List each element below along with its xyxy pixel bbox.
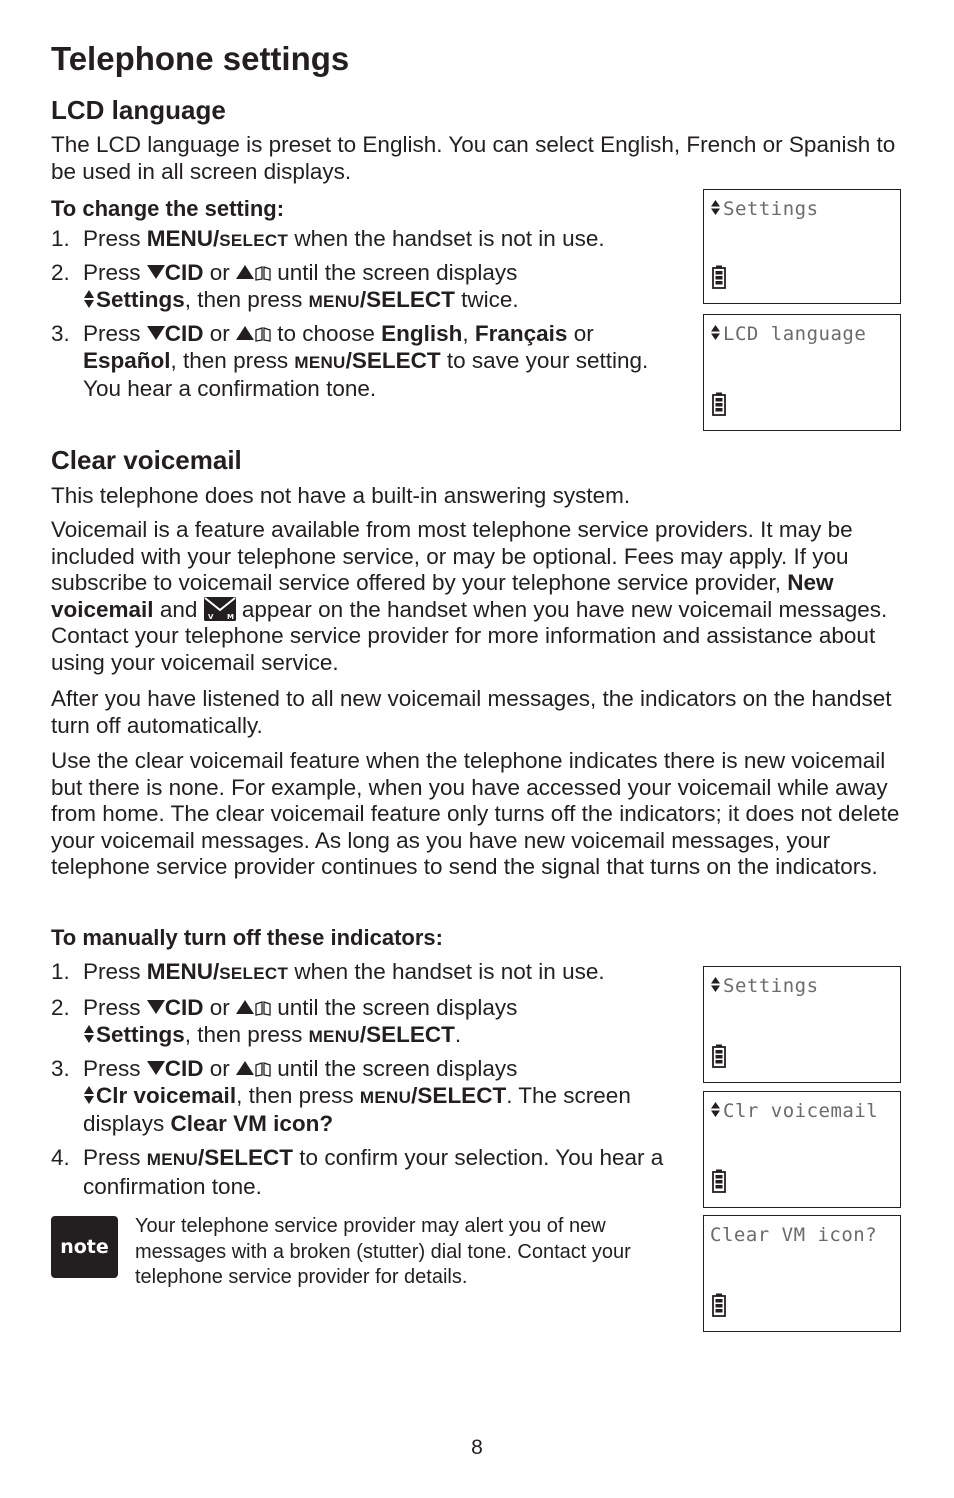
page-number: 8 xyxy=(471,1436,483,1459)
down-arrow-icon xyxy=(147,1061,165,1075)
vm-step-3: 3. Press CID or until the screen displays Clr voicemail, then press MENU/SELECT. The screen displays Clear VM icon? xyxy=(51,1056,631,1136)
voicemail-paragraph-1: This telephone does not have a built-in answering system. xyxy=(51,483,631,508)
up-arrow-icon xyxy=(236,1061,254,1075)
down-arrow-icon xyxy=(147,265,165,279)
up-arrow-icon xyxy=(236,265,254,279)
vm-step-4: 4. Press MENU/SELECT to confirm your selection. You hear a confirmation tone. xyxy=(51,1145,664,1199)
turn-off-indicators-subheading: To manually turn off these indicators: xyxy=(51,925,443,950)
down-arrow-icon xyxy=(147,1000,165,1014)
svg-text:M: M xyxy=(226,612,234,621)
lcd-step-1: 1. Press MENU/SELECT when the handset is not in use. xyxy=(51,226,605,251)
lcd-step-3: 3. Press CID or to choose English, Français or Español, then press MENU/SELECT to save your setting. You hear a confirmation tone. xyxy=(51,321,649,401)
note-badge: note xyxy=(51,1216,118,1278)
phonebook-icon xyxy=(255,1001,271,1016)
lcd-screen-settings-2: Settings xyxy=(703,966,901,1083)
lcd-screen-lcd-language: LCD language xyxy=(703,314,901,431)
phonebook-icon xyxy=(255,327,271,342)
down-arrow-icon xyxy=(147,326,165,340)
lcd-screen-settings: Settings xyxy=(703,189,901,304)
change-setting-subheading: To change the setting: xyxy=(51,196,285,221)
voicemail-paragraph-2: Voicemail is a feature available from most telephone service providers. It may be included with your telephone service, or may be optional. Fees may apply. If you subscribe to voicemail service offered by your telephone service provider, New voicemail and V M appear on the handset when you have new voicemail messages. Contact your telephone service provider for more information and assistance about using your voicemail service. xyxy=(51,517,888,675)
battery-icon xyxy=(712,1044,726,1068)
voicemail-paragraph-3: After you have listened to all new voicemail messages, the indicators on the handset turn off automatically. xyxy=(51,686,892,738)
lcd-screen-clr-voicemail: Clr voicemail xyxy=(703,1091,901,1208)
battery-icon xyxy=(712,265,726,289)
updown-arrows-icon xyxy=(710,324,721,341)
note-text: Your telephone service provider may alert you of new messages with a broken (stutter) dial tone. Contact your telephone service provider for details. xyxy=(135,1215,631,1288)
new-voicemail-icon xyxy=(204,597,236,621)
updown-arrows-icon xyxy=(710,976,721,993)
lcd-language-heading: LCD language xyxy=(51,95,226,125)
updown-arrows-icon xyxy=(83,289,95,309)
lcd-step-2: 2. Press CID or until the screen displays Settings, then press MENU/SELECT twice. xyxy=(51,260,519,312)
svg-text:V: V xyxy=(207,612,214,621)
battery-icon xyxy=(712,1169,726,1193)
updown-arrows-icon xyxy=(83,1085,95,1105)
battery-icon xyxy=(712,1293,726,1317)
updown-arrows-icon xyxy=(710,199,721,216)
vm-step-1: 1. Press MENU/SELECT when the handset is not in use. xyxy=(51,959,605,984)
phonebook-icon xyxy=(255,266,271,281)
up-arrow-icon xyxy=(236,1000,254,1014)
updown-arrows-icon xyxy=(710,1101,721,1118)
voicemail-paragraph-4: Use the clear voicemail feature when the telephone indicates there is new voicemail but there is none. For example, when you have accessed your voicemail while away from home. The clear voicemail feature only turns off the indicators; it does not delete your voicemail messages. As long as you have new voicemail messages, your telephone service provider continues to send the signal that turns on the indicators. xyxy=(51,748,900,879)
phonebook-icon xyxy=(255,1062,271,1077)
battery-icon xyxy=(712,392,726,416)
lcd-language-intro: The LCD language is preset to English. You can select English, French or Spanish to be used in all screen displays. xyxy=(51,132,896,184)
vm-step-2: 2. Press CID or until the screen displays Settings, then press MENU/SELECT. xyxy=(51,995,518,1047)
clear-voicemail-heading: Clear voicemail xyxy=(51,445,242,475)
updown-arrows-icon xyxy=(83,1024,95,1044)
page-title: Telephone settings xyxy=(51,40,350,77)
up-arrow-icon xyxy=(236,326,254,340)
lcd-screen-clear-vm-icon: Clear VM icon? xyxy=(703,1215,901,1332)
